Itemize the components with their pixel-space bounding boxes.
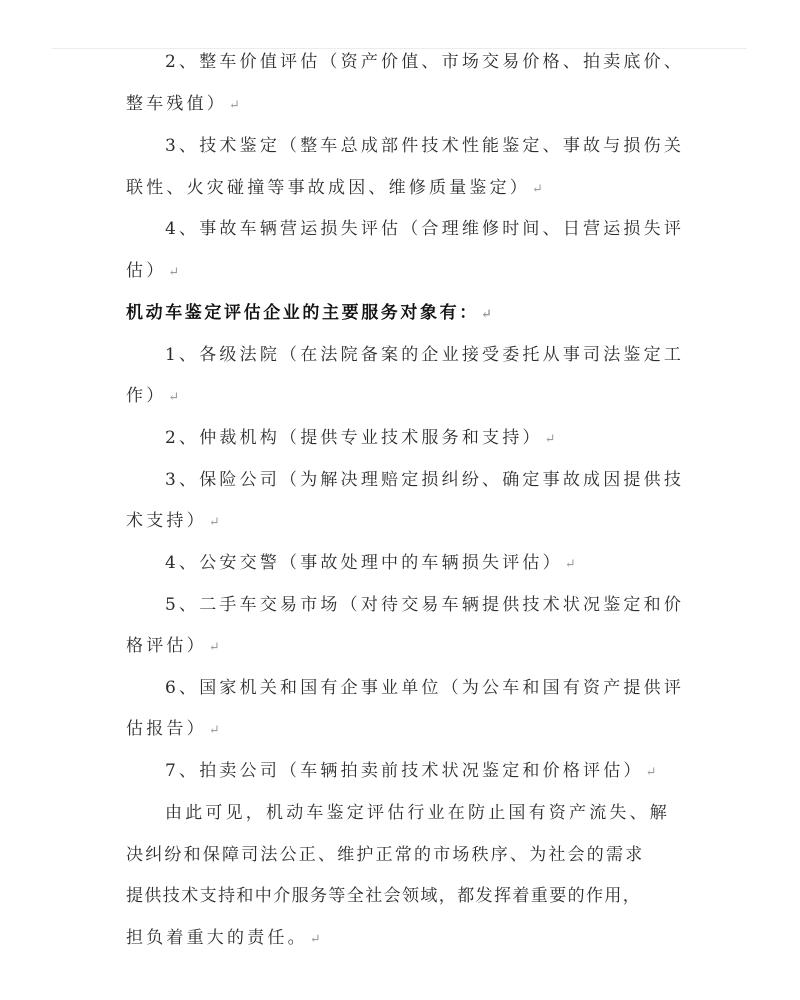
- text-line: 3、技术鉴定（整车总成部件技术性能鉴定、事故与损伤关: [165, 136, 685, 156]
- text-line: 决纠纷和保障司法公正、维护正常的市场秩序、为社会的需求: [126, 845, 645, 865]
- paragraph-mark-icon: ↵: [168, 390, 180, 405]
- paragraph-mark-icon: ↵: [208, 515, 220, 530]
- paragraph-mark-icon: ↵: [229, 98, 240, 113]
- paragraph-mark-icon: ↵: [645, 765, 657, 780]
- text-line: 整车残值） ↵: [126, 94, 240, 114]
- text-line: 估报告） ↵: [126, 719, 220, 739]
- paragraph-mark-icon: ↵: [208, 723, 220, 738]
- text-line: 7、拍卖公司（车辆拍卖前技术状况鉴定和价格评估） ↵: [165, 761, 657, 781]
- text-line: 2、仲裁机构（提供专业技术服务和支持） ↵: [165, 428, 556, 448]
- text-line: 术支持） ↵: [126, 511, 220, 531]
- text-line: 4、公安交警（事故处理中的车辆损失评估） ↵: [165, 553, 576, 573]
- paragraph-mark-icon: ↵: [564, 557, 576, 572]
- text-line: 1、各级法院（在法院备案的企业接受委托从事司法鉴定工: [165, 345, 685, 365]
- text-line: 担负着重大的责任。 ↵: [126, 928, 321, 948]
- text-line: 由此可见，机动车鉴定评估行业在防止国有资产流失、解: [165, 803, 670, 823]
- text-line: 格评估） ↵: [126, 636, 220, 656]
- text-line: 2、整车价值评估（资产价值、市场交易价格、拍卖底价、: [165, 52, 685, 72]
- paragraph-mark-icon: ↵: [480, 307, 492, 322]
- text-line: 提供技术支持和中介服务等全社会领域，都发挥着重要的作用，: [126, 886, 642, 906]
- paragraph-mark-icon: ↵: [544, 432, 556, 447]
- text-line: 作） ↵: [126, 386, 180, 406]
- text-line: 5、二手车交易市场（对待交易车辆提供技术状况鉴定和价: [165, 595, 685, 615]
- text-line: 6、国家机关和国有企事业单位（为公车和国有资产提供评: [165, 678, 685, 698]
- paragraph-mark-icon: ↵: [532, 182, 543, 197]
- paragraph-mark-icon: ↵: [208, 640, 220, 655]
- text-line: 联性、火灾碰撞等事故成因、维修质量鉴定） ↵: [126, 178, 543, 198]
- text-line: 4、事故车辆营运损失评估（合理维修时间、日营运损失评: [165, 219, 685, 239]
- paragraph-mark-icon: ↵: [168, 265, 180, 280]
- section-heading: 机动车鉴定评估企业的主要服务对象有： ↵: [126, 303, 492, 323]
- text-line: 估） ↵: [126, 261, 180, 281]
- paragraph-mark-icon: ↵: [309, 932, 321, 947]
- text-line: 3、保险公司（为解决理赔定损纠纷、确定事故成因提供技: [165, 470, 685, 490]
